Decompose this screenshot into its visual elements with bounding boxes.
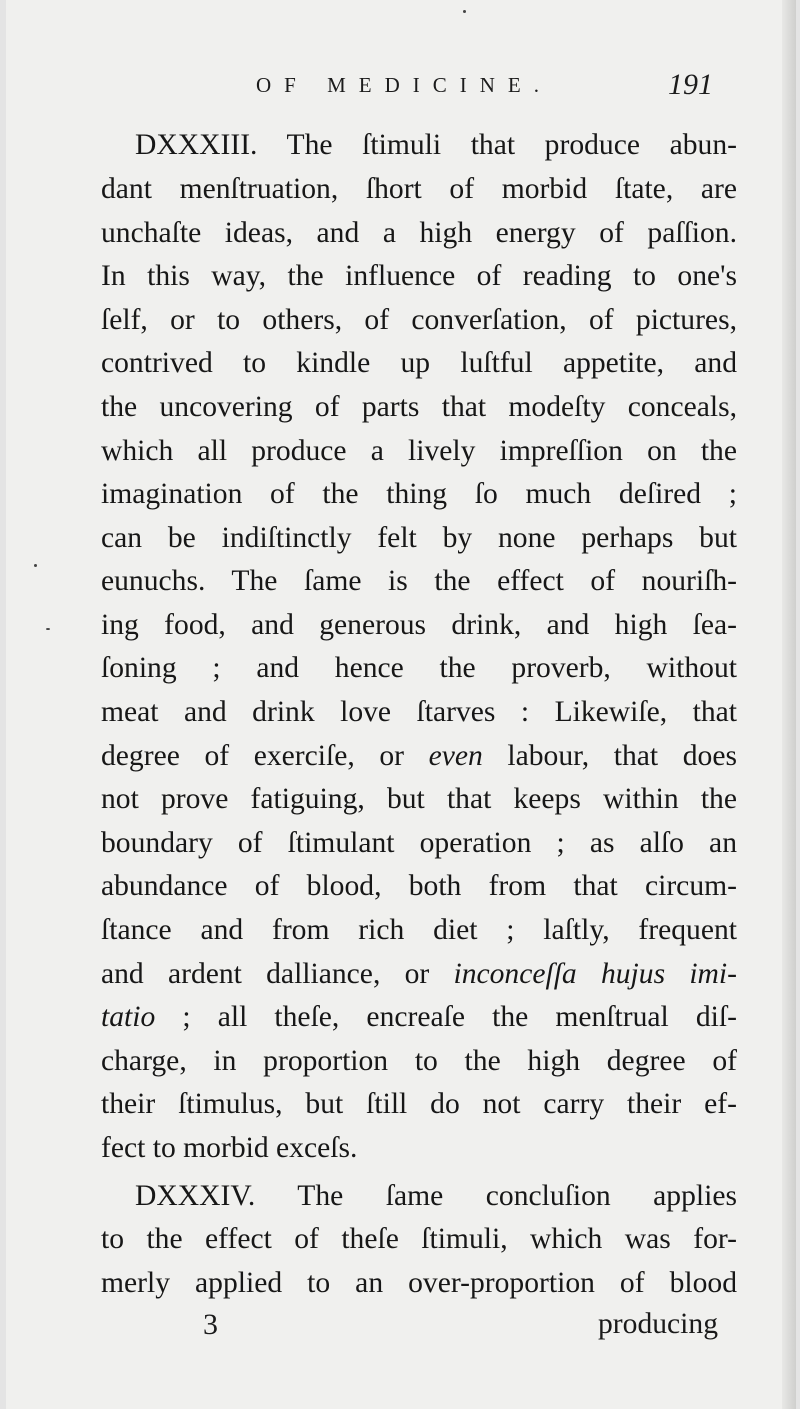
text-line: eunuchs. The ſame is the effect of nouriſh- [101, 565, 737, 597]
text-line: imagination of the thing ſo much deſired ; [101, 478, 737, 510]
text-line: contrived to kindle up luſtful appetite, and [101, 347, 737, 379]
text-line: not prove fatiguing, but that keeps within the [101, 783, 737, 815]
page-number: 191 [668, 68, 713, 101]
text-line: ing food, and generous drink, and high ſea- [101, 609, 737, 641]
text-line: the uncovering of parts that modeſty conceals, [101, 391, 737, 423]
text-run: labour, that does [482, 740, 737, 772]
italic-text-run: inconceſſa hujus imi- [453, 958, 737, 990]
paper-speck [46, 628, 50, 630]
text-line: ſtance and from rich diet ; laſtly, frequent [101, 914, 737, 946]
text-line: unchaſte ideas, and a high energy of paſſion. [101, 217, 737, 249]
text-line [101, 954, 737, 994]
text-line: their ſtimulus, but ſtill do not carry their ef- [101, 1088, 737, 1120]
signature-mark: 3 [203, 1308, 218, 1341]
text-line: meat and drink love ſtarves : Likewiſe, that [101, 696, 737, 728]
paper-speck [34, 564, 37, 567]
text-line: which all produce a lively impreſſion on the [101, 435, 737, 467]
text-line: ſelf, or to others, of converſation, of pictures, [101, 304, 737, 336]
text-run: degree of exerciſe, or [101, 740, 429, 772]
catchword: producing [598, 1308, 718, 1340]
text-line: dant menſtruation, ſhort of morbid ſtate, are [101, 173, 737, 205]
text-line: can be indiſtinctly felt by none perhaps but [101, 522, 737, 554]
italic-text-run: tatio [101, 1001, 156, 1033]
italic-text-run: even [428, 740, 483, 772]
text-line: boundary of ſtimulant operation ; as alſo an [101, 827, 737, 859]
text-run: ; all theſe, encreaſe the menſtrual diſ- [155, 1001, 737, 1033]
paper-speck [463, 10, 466, 13]
text-line: DXXXIII. The ſtimuli that produce abun- [135, 129, 737, 161]
text-line [101, 997, 737, 1037]
text-line: In this way, the influence of reading to one's [101, 260, 737, 292]
running-title: OF MEDICINE. [256, 73, 552, 97]
text-line: charge, in proportion to the high degree of [101, 1045, 737, 1077]
text-line: merly applied to an over-proportion of blood [101, 1267, 737, 1299]
text-line: DXXXIV. The ſame concluſion applies [135, 1180, 737, 1212]
text-line [101, 736, 737, 776]
text-line: ſoning ; and hence the proverb, without [101, 652, 737, 684]
text-line: to the effect of theſe ſtimuli, which was for- [101, 1223, 737, 1255]
text-line: fect to morbid exceſs. [101, 1132, 358, 1164]
text-run: and ardent dalliance, or [101, 958, 454, 990]
text-line: abundance of blood, both from that circum- [101, 870, 737, 902]
page-gutter-shadow [782, 0, 796, 1409]
